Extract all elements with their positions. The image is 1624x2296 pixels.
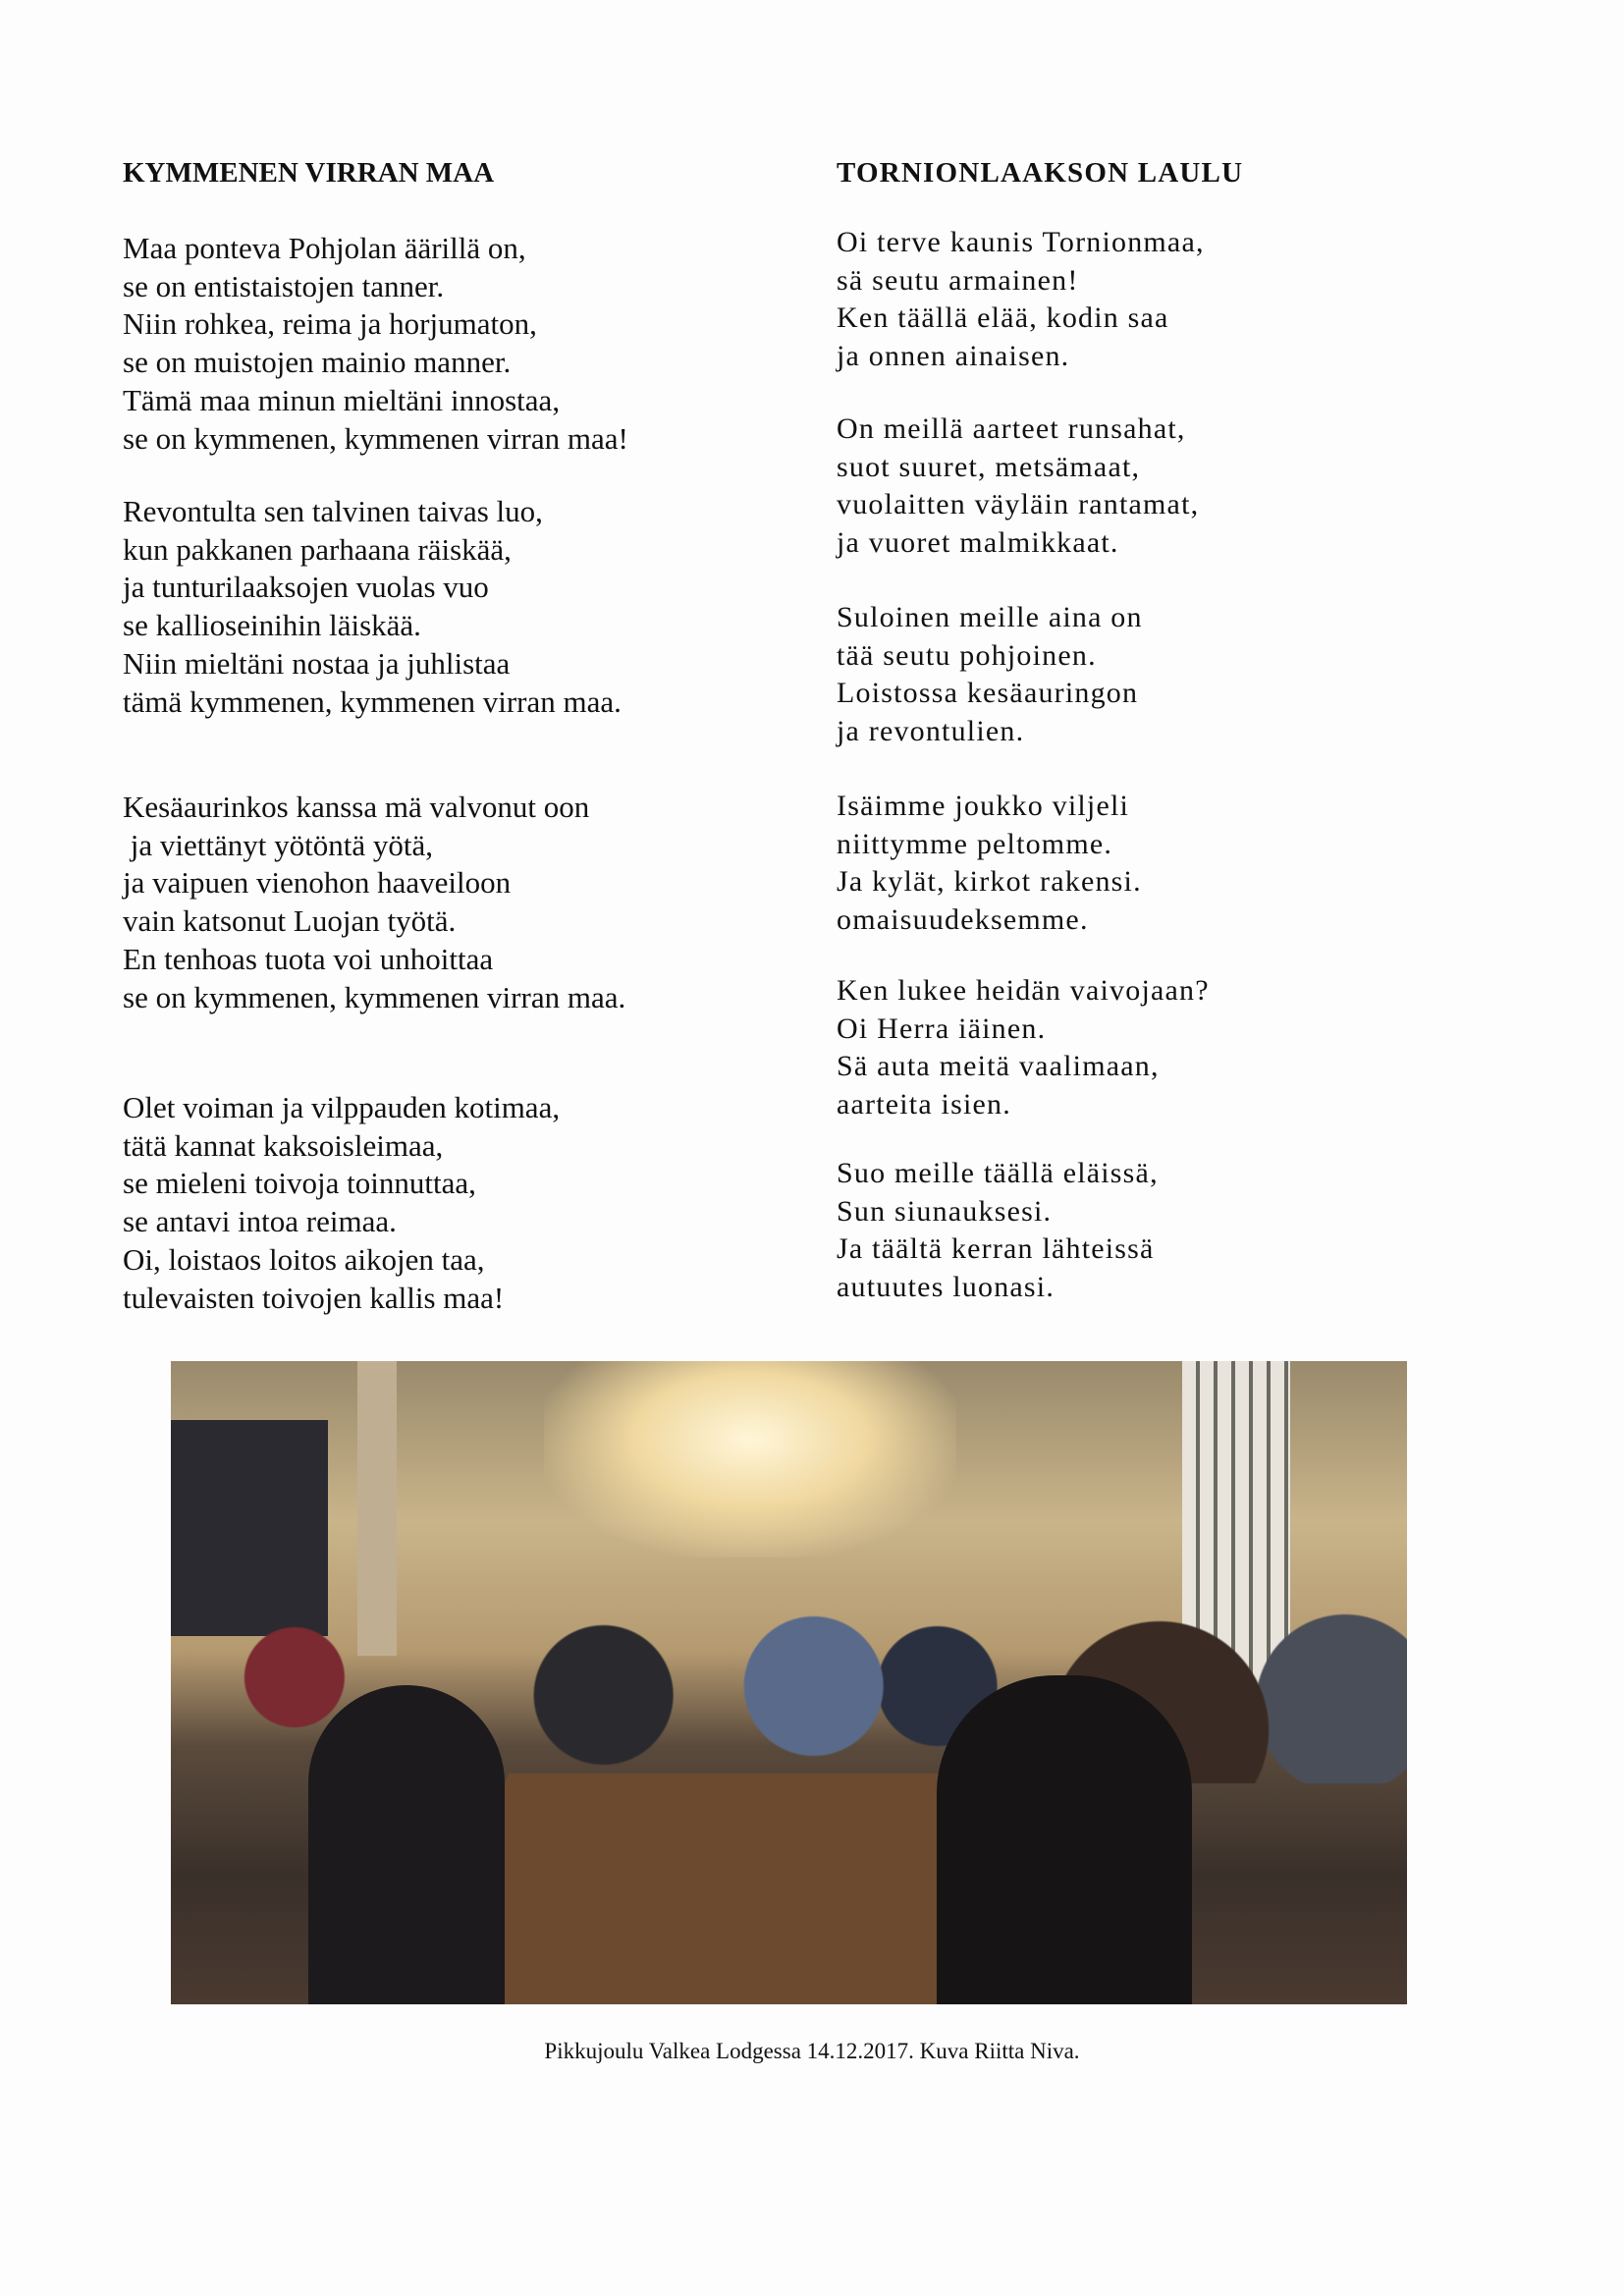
guest-front-left — [308, 1685, 505, 2004]
right-stanza-5: Ken lukee heidän vaivojaan? Oi Herra iäinen. Sä auta meitä vaalimaan, aarteita isien. — [837, 974, 1210, 1121]
left-stanza-4: Olet voiman ja vilppauden kotimaa, tätä kannat kaksoisleimaa, se mieleni toivoja toinnuttaa, se antavi intoa reimaa. Oi, loistaos loitos aikojen taa, tulevaisten toivojen kallis maa! — [123, 1090, 561, 1315]
guest-front-right — [937, 1675, 1192, 2004]
left-stanza-1: Maa ponteva Pohjolan äärillä on, se on entistaistojen tanner. Niin rohkea, reima ja horjumaton, se on muistojen mainio manner. Tämä maa minun mieltäni innostaa, se on kymmenen, kymmenen virran maa! — [123, 231, 628, 456]
right-poem-title: TORNIONLAAKSON LAULU — [837, 157, 1244, 189]
right-stanza-4: Isäimme joukko viljeli niittymme peltomme. Ja kylät, kirkot rakensi. omaisuudeksemme. — [837, 790, 1142, 937]
photo-caption: Pikkujoulu Valkea Lodgessa 14.12.2017. Kuva Riitta Niva. — [544, 2039, 1080, 2063]
left-poem-title: KYMMENEN VIRRAN MAA — [123, 157, 495, 189]
right-stanza-2: On meillä aarteet runsahat, suot suuret, metsämaat, vuolaitten väyläin rantamat, ja vuoret malmikkaat. — [837, 412, 1200, 560]
party-photo — [171, 1361, 1407, 2004]
ceiling-light — [544, 1361, 956, 1558]
window — [171, 1420, 328, 1636]
right-stanza-1: Oi terve kaunis Tornionmaa, sä seutu armainen! Ken täällä elää, kodin saa ja onnen ainaisen. — [837, 226, 1205, 373]
right-stanza-6: Suo meille täällä eläissä, Sun siunauksesi. Ja täältä kerran lähteissä autuutes luonasi. — [837, 1157, 1159, 1304]
left-stanza-2: Revontulta sen talvinen taivas luo, kun pakkanen parhaana räiskää, ja tunturilaaksojen vuolas vuo se kallioseinihin läiskää. Niin mieltäni nostaa ja juhlistaa tämä kymmenen, kymmenen virran maa. — [123, 494, 622, 719]
right-stanza-3: Suloinen meille aina on tää seutu pohjoinen. Loistossa kesäauringon ja revontulien. — [837, 601, 1143, 748]
left-stanza-3: Kesäaurinkos kanssa mä valvonut oon ja viettänyt yötöntä yötä, ja vaipuen vienohon haaveiloon vain katsonut Luojan työtä. En tenhoas tuota voi unhoittaa se on kymmenen, kymmenen virran maa. — [123, 790, 626, 1014]
